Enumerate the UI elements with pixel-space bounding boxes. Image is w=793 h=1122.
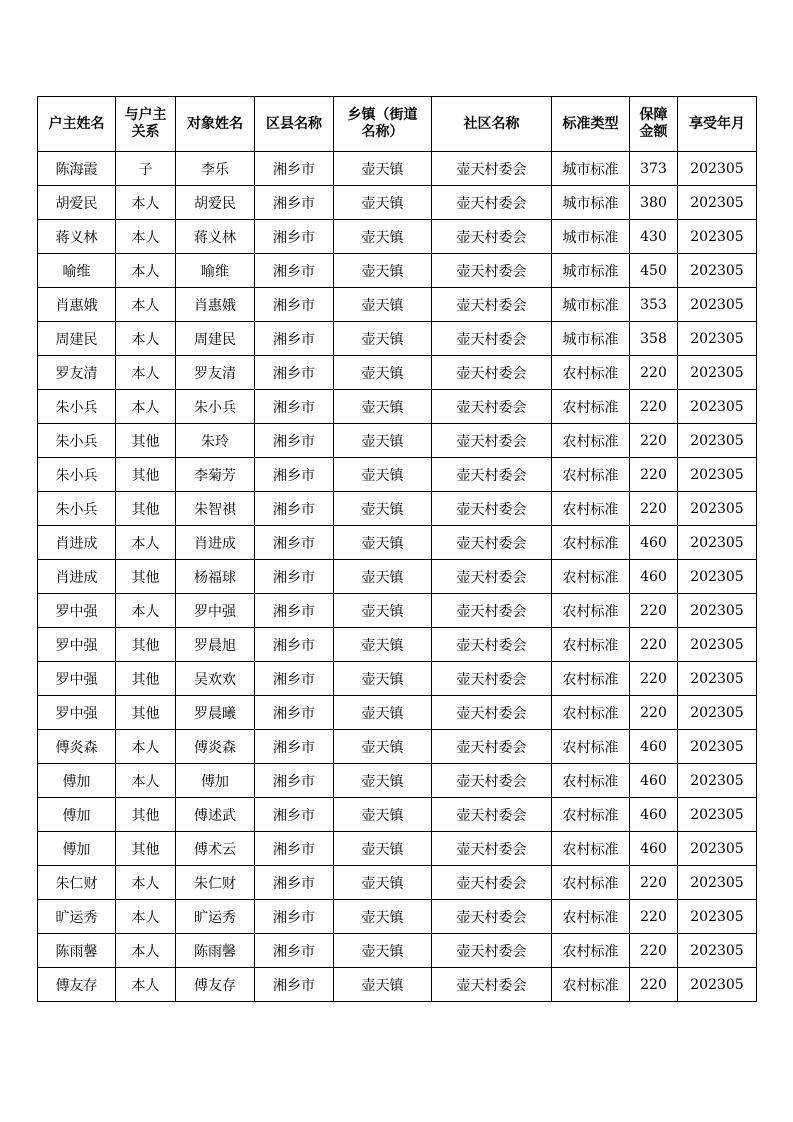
cell-household-head: 朱仁财: [38, 866, 116, 900]
cell-district: 湘乡市: [255, 220, 334, 254]
cell-town: 壶天镇: [334, 458, 432, 492]
cell-relation: 本人: [116, 186, 176, 220]
cell-standard-type: 农村标准: [552, 764, 630, 798]
cell-recipient-name: 陈雨馨: [176, 934, 255, 968]
cell-town: 壶天镇: [334, 764, 432, 798]
cell-district: 湘乡市: [255, 662, 334, 696]
cell-household-head: 朱小兵: [38, 424, 116, 458]
cell-relation: 本人: [116, 764, 176, 798]
cell-standard-type: 城市标准: [552, 186, 630, 220]
cell-relation: 其他: [116, 832, 176, 866]
cell-amount: 358: [630, 322, 678, 356]
cell-recipient-name: 朱小兵: [176, 390, 255, 424]
cell-household-head: 傅炎森: [38, 730, 116, 764]
table-row: [38, 594, 757, 628]
table-row: [38, 390, 757, 424]
cell-recipient-name: 傅炎森: [176, 730, 255, 764]
cell-community: 壶天村委会: [432, 594, 552, 628]
cell-community: 壶天村委会: [432, 492, 552, 526]
cell-standard-type: 城市标准: [552, 322, 630, 356]
cell-household-head: 傅友存: [38, 968, 116, 1002]
cell-household-head: 罗友清: [38, 356, 116, 390]
cell-standard-type: 农村标准: [552, 934, 630, 968]
cell-town: 壶天镇: [334, 288, 432, 322]
cell-standard-type: 农村标准: [552, 662, 630, 696]
cell-relation: 其他: [116, 560, 176, 594]
cell-month: 202305: [678, 866, 757, 900]
cell-relation: 本人: [116, 900, 176, 934]
cell-household-head: 旷运秀: [38, 900, 116, 934]
cell-amount: 220: [630, 458, 678, 492]
cell-month: 202305: [678, 356, 757, 390]
cell-relation: 本人: [116, 866, 176, 900]
col-header-relation: 与户主关系: [116, 97, 176, 152]
cell-month: 202305: [678, 934, 757, 968]
table-row: [38, 696, 757, 730]
cell-town: 壶天镇: [334, 526, 432, 560]
cell-district: 湘乡市: [255, 900, 334, 934]
cell-amount: 220: [630, 424, 678, 458]
cell-recipient-name: 罗友清: [176, 356, 255, 390]
cell-amount: 450: [630, 254, 678, 288]
cell-standard-type: 农村标准: [552, 356, 630, 390]
cell-community: 壶天村委会: [432, 288, 552, 322]
cell-relation: 其他: [116, 424, 176, 458]
cell-household-head: 傅加: [38, 832, 116, 866]
cell-town: 壶天镇: [334, 934, 432, 968]
table-row: [38, 832, 757, 866]
cell-community: 壶天村委会: [432, 322, 552, 356]
table-body: [38, 152, 757, 1002]
table-row: [38, 186, 757, 220]
cell-amount: 353: [630, 288, 678, 322]
cell-household-head: 罗中强: [38, 696, 116, 730]
cell-standard-type: 农村标准: [552, 594, 630, 628]
cell-town: 壶天镇: [334, 594, 432, 628]
cell-household-head: 喻维: [38, 254, 116, 288]
cell-household-head: 肖进成: [38, 560, 116, 594]
cell-recipient-name: 肖惠娥: [176, 288, 255, 322]
cell-household-head: 罗中强: [38, 662, 116, 696]
cell-district: 湘乡市: [255, 254, 334, 288]
table-row: [38, 288, 757, 322]
cell-amount: 460: [630, 832, 678, 866]
cell-district: 湘乡市: [255, 186, 334, 220]
cell-household-head: 朱小兵: [38, 390, 116, 424]
cell-month: 202305: [678, 900, 757, 934]
table-row: [38, 866, 757, 900]
cell-standard-type: 城市标准: [552, 152, 630, 186]
cell-month: 202305: [678, 424, 757, 458]
cell-standard-type: 农村标准: [552, 390, 630, 424]
table-row: [38, 628, 757, 662]
cell-recipient-name: 吴欢欢: [176, 662, 255, 696]
cell-district: 湘乡市: [255, 458, 334, 492]
cell-standard-type: 农村标准: [552, 458, 630, 492]
cell-amount: 460: [630, 526, 678, 560]
cell-amount: 220: [630, 900, 678, 934]
cell-recipient-name: 周建民: [176, 322, 255, 356]
table-row: [38, 662, 757, 696]
cell-community: 壶天村委会: [432, 560, 552, 594]
cell-community: 壶天村委会: [432, 662, 552, 696]
cell-standard-type: 农村标准: [552, 696, 630, 730]
cell-district: 湘乡市: [255, 696, 334, 730]
cell-recipient-name: 傅加: [176, 764, 255, 798]
cell-community: 壶天村委会: [432, 186, 552, 220]
cell-standard-type: 城市标准: [552, 254, 630, 288]
cell-town: 壶天镇: [334, 322, 432, 356]
cell-community: 壶天村委会: [432, 356, 552, 390]
cell-community: 壶天村委会: [432, 900, 552, 934]
cell-amount: 373: [630, 152, 678, 186]
cell-month: 202305: [678, 968, 757, 1002]
table-row: [38, 526, 757, 560]
cell-district: 湘乡市: [255, 934, 334, 968]
cell-relation: 其他: [116, 798, 176, 832]
cell-town: 壶天镇: [334, 662, 432, 696]
cell-household-head: 朱小兵: [38, 492, 116, 526]
cell-relation: 本人: [116, 356, 176, 390]
cell-household-head: 周建民: [38, 322, 116, 356]
cell-town: 壶天镇: [334, 900, 432, 934]
table-row: [38, 492, 757, 526]
col-header-standard-type: 标准类型: [552, 97, 630, 152]
col-header-month: 享受年月: [678, 97, 757, 152]
cell-district: 湘乡市: [255, 628, 334, 662]
cell-district: 湘乡市: [255, 390, 334, 424]
cell-district: 湘乡市: [255, 968, 334, 1002]
cell-amount: 460: [630, 730, 678, 764]
cell-month: 202305: [678, 594, 757, 628]
cell-recipient-name: 罗中强: [176, 594, 255, 628]
cell-community: 壶天村委会: [432, 866, 552, 900]
cell-community: 壶天村委会: [432, 152, 552, 186]
cell-relation: 其他: [116, 662, 176, 696]
cell-district: 湘乡市: [255, 492, 334, 526]
cell-amount: 460: [630, 560, 678, 594]
cell-household-head: 傅加: [38, 798, 116, 832]
cell-town: 壶天镇: [334, 866, 432, 900]
table-row: [38, 458, 757, 492]
cell-town: 壶天镇: [334, 560, 432, 594]
cell-household-head: 傅加: [38, 764, 116, 798]
cell-household-head: 肖进成: [38, 526, 116, 560]
cell-recipient-name: 李菊芳: [176, 458, 255, 492]
cell-relation: 本人: [116, 934, 176, 968]
cell-recipient-name: 罗晨旭: [176, 628, 255, 662]
col-header-town: 乡镇（街道名称）: [334, 97, 432, 152]
cell-recipient-name: 胡爱民: [176, 186, 255, 220]
cell-standard-type: 农村标准: [552, 424, 630, 458]
cell-month: 202305: [678, 560, 757, 594]
cell-relation: 其他: [116, 492, 176, 526]
cell-standard-type: 农村标准: [552, 866, 630, 900]
header-row: [38, 97, 757, 152]
cell-household-head: 罗中强: [38, 594, 116, 628]
cell-recipient-name: 杨福球: [176, 560, 255, 594]
cell-recipient-name: 李乐: [176, 152, 255, 186]
cell-relation: 本人: [116, 390, 176, 424]
cell-month: 202305: [678, 220, 757, 254]
table-row: [38, 900, 757, 934]
cell-town: 壶天镇: [334, 390, 432, 424]
cell-month: 202305: [678, 764, 757, 798]
cell-amount: 220: [630, 662, 678, 696]
cell-recipient-name: 傅友存: [176, 968, 255, 1002]
cell-recipient-name: 蒋义林: [176, 220, 255, 254]
cell-amount: 220: [630, 492, 678, 526]
cell-household-head: 陈雨馨: [38, 934, 116, 968]
cell-recipient-name: 傅术云: [176, 832, 255, 866]
cell-district: 湘乡市: [255, 798, 334, 832]
cell-amount: 220: [630, 866, 678, 900]
cell-standard-type: 城市标准: [552, 288, 630, 322]
cell-town: 壶天镇: [334, 152, 432, 186]
col-header-district: 区县名称: [255, 97, 334, 152]
table-row: [38, 356, 757, 390]
cell-town: 壶天镇: [334, 254, 432, 288]
cell-recipient-name: 肖进成: [176, 526, 255, 560]
cell-month: 202305: [678, 798, 757, 832]
table-row: [38, 764, 757, 798]
cell-amount: 380: [630, 186, 678, 220]
cell-town: 壶天镇: [334, 696, 432, 730]
cell-standard-type: 农村标准: [552, 526, 630, 560]
allowance-table: [37, 96, 757, 1002]
cell-recipient-name: 朱仁财: [176, 866, 255, 900]
table-row: [38, 322, 757, 356]
table-row: [38, 152, 757, 186]
cell-month: 202305: [678, 254, 757, 288]
cell-community: 壶天村委会: [432, 832, 552, 866]
cell-recipient-name: 喻维: [176, 254, 255, 288]
cell-amount: 460: [630, 798, 678, 832]
cell-month: 202305: [678, 458, 757, 492]
cell-household-head: 朱小兵: [38, 458, 116, 492]
cell-recipient-name: 罗晨曦: [176, 696, 255, 730]
cell-town: 壶天镇: [334, 798, 432, 832]
cell-relation: 本人: [116, 322, 176, 356]
cell-recipient-name: 朱玲: [176, 424, 255, 458]
cell-recipient-name: 傅述武: [176, 798, 255, 832]
cell-amount: 220: [630, 356, 678, 390]
cell-amount: 220: [630, 968, 678, 1002]
cell-amount: 430: [630, 220, 678, 254]
cell-month: 202305: [678, 322, 757, 356]
cell-district: 湘乡市: [255, 560, 334, 594]
cell-community: 壶天村委会: [432, 220, 552, 254]
cell-community: 壶天村委会: [432, 526, 552, 560]
cell-relation: 本人: [116, 254, 176, 288]
cell-standard-type: 城市标准: [552, 220, 630, 254]
cell-month: 202305: [678, 186, 757, 220]
cell-amount: 220: [630, 696, 678, 730]
cell-amount: 460: [630, 764, 678, 798]
cell-community: 壶天村委会: [432, 968, 552, 1002]
cell-recipient-name: 朱智祺: [176, 492, 255, 526]
cell-community: 壶天村委会: [432, 696, 552, 730]
cell-amount: 220: [630, 594, 678, 628]
cell-district: 湘乡市: [255, 764, 334, 798]
col-header-household-head: 户主姓名: [38, 97, 116, 152]
col-header-amount: 保障金额: [630, 97, 678, 152]
cell-community: 壶天村委会: [432, 254, 552, 288]
cell-relation: 本人: [116, 526, 176, 560]
cell-amount: 220: [630, 390, 678, 424]
cell-town: 壶天镇: [334, 356, 432, 390]
cell-district: 湘乡市: [255, 866, 334, 900]
cell-relation: 其他: [116, 458, 176, 492]
cell-relation: 本人: [116, 730, 176, 764]
cell-district: 湘乡市: [255, 424, 334, 458]
cell-relation: 其他: [116, 628, 176, 662]
cell-month: 202305: [678, 526, 757, 560]
cell-month: 202305: [678, 730, 757, 764]
cell-month: 202305: [678, 696, 757, 730]
cell-relation: 其他: [116, 696, 176, 730]
cell-town: 壶天镇: [334, 730, 432, 764]
cell-standard-type: 农村标准: [552, 628, 630, 662]
table-row: [38, 254, 757, 288]
table-row: [38, 424, 757, 458]
cell-household-head: 罗中强: [38, 628, 116, 662]
cell-month: 202305: [678, 390, 757, 424]
cell-district: 湘乡市: [255, 526, 334, 560]
table-row: [38, 220, 757, 254]
cell-town: 壶天镇: [334, 628, 432, 662]
cell-recipient-name: 旷运秀: [176, 900, 255, 934]
cell-town: 壶天镇: [334, 968, 432, 1002]
cell-district: 湘乡市: [255, 356, 334, 390]
cell-town: 壶天镇: [334, 220, 432, 254]
table-row: [38, 560, 757, 594]
cell-district: 湘乡市: [255, 730, 334, 764]
cell-household-head: 胡爱民: [38, 186, 116, 220]
cell-standard-type: 农村标准: [552, 730, 630, 764]
cell-relation: 本人: [116, 594, 176, 628]
table-row: [38, 934, 757, 968]
cell-amount: 220: [630, 628, 678, 662]
cell-household-head: 蒋义林: [38, 220, 116, 254]
cell-community: 壶天村委会: [432, 458, 552, 492]
cell-month: 202305: [678, 288, 757, 322]
col-header-recipient-name: 对象姓名: [176, 97, 255, 152]
cell-community: 壶天村委会: [432, 934, 552, 968]
cell-district: 湘乡市: [255, 832, 334, 866]
cell-community: 壶天村委会: [432, 628, 552, 662]
cell-standard-type: 农村标准: [552, 968, 630, 1002]
cell-town: 壶天镇: [334, 186, 432, 220]
cell-relation: 本人: [116, 968, 176, 1002]
cell-district: 湘乡市: [255, 322, 334, 356]
cell-standard-type: 农村标准: [552, 798, 630, 832]
cell-town: 壶天镇: [334, 424, 432, 458]
cell-household-head: 陈海霞: [38, 152, 116, 186]
cell-amount: 220: [630, 934, 678, 968]
cell-district: 湘乡市: [255, 288, 334, 322]
cell-town: 壶天镇: [334, 832, 432, 866]
cell-district: 湘乡市: [255, 594, 334, 628]
cell-standard-type: 农村标准: [552, 560, 630, 594]
cell-standard-type: 农村标准: [552, 492, 630, 526]
cell-month: 202305: [678, 662, 757, 696]
cell-standard-type: 农村标准: [552, 832, 630, 866]
cell-community: 壶天村委会: [432, 730, 552, 764]
table-row: [38, 730, 757, 764]
cell-community: 壶天村委会: [432, 764, 552, 798]
cell-relation: 本人: [116, 220, 176, 254]
cell-community: 壶天村委会: [432, 798, 552, 832]
cell-household-head: 肖惠娥: [38, 288, 116, 322]
cell-month: 202305: [678, 152, 757, 186]
cell-district: 湘乡市: [255, 152, 334, 186]
cell-standard-type: 农村标准: [552, 900, 630, 934]
cell-month: 202305: [678, 628, 757, 662]
table-row: [38, 798, 757, 832]
cell-relation: 子: [116, 152, 176, 186]
table-row: [38, 968, 757, 1002]
cell-month: 202305: [678, 832, 757, 866]
col-header-community: 社区名称: [432, 97, 552, 152]
cell-community: 壶天村委会: [432, 424, 552, 458]
cell-community: 壶天村委会: [432, 390, 552, 424]
cell-month: 202305: [678, 492, 757, 526]
cell-town: 壶天镇: [334, 492, 432, 526]
cell-relation: 本人: [116, 288, 176, 322]
